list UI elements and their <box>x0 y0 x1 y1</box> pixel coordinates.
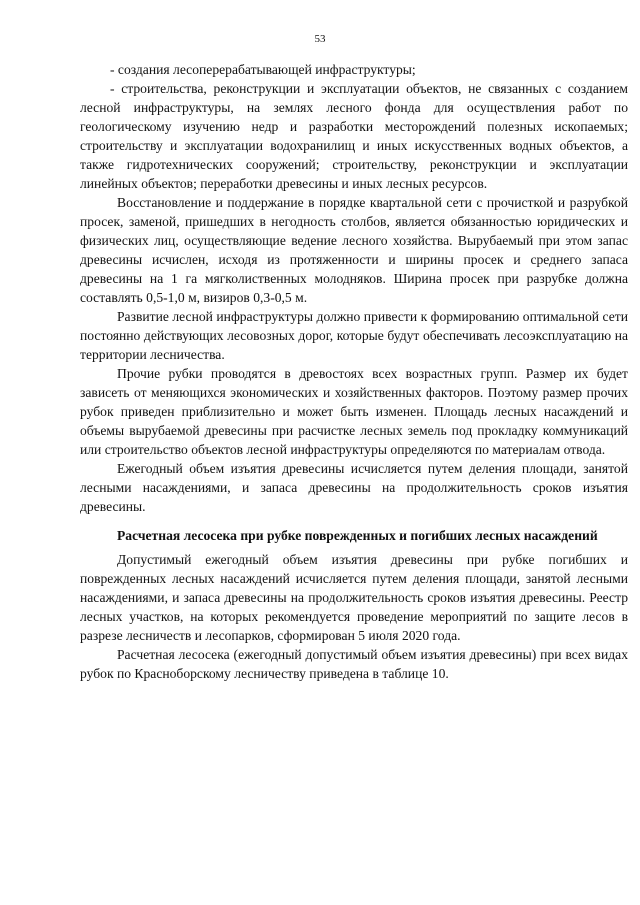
paragraph-other-felling: Прочие рубки проводятся в древостоях всех возрастных групп. Размер их будет зависеть от меняющихся экономических и хозяйственных факторов. Поэтому размер прочих рубок приведен приблизительно и может быть изменен. Площадь лесных насаждений и объемы вырубаемой древесины при расчистке лесных земель под прокладку коммуникаций или строительство объектов лесной инфраструктуры определяются по материалам отвода. <box>80 366 628 457</box>
section-heading: Расчетная лесосека при рубке поврежденных и погибших лесных насаждений <box>117 528 598 543</box>
paragraph-infrastructure-development: Развитие лесной инфраструктуры должно привести к формированию оптимальной сети постоянно действующих лесовозных дорог, которые будут обеспечивать лесоэксплуатацию на территории лесничества. <box>80 309 628 362</box>
paragraph-quarter-network: Восстановление и поддержание в порядке квартальной сети с прочисткой и разрубкой просек, заменой, пришедших в негодность столбов, является обязанностью юридических и физических лиц, осуществляющие ведение лесного хозяйства. Вырубаемый при этом запас древесины исчислен, исходя из протяженности и ширины просек и среднего запаса древесины на 1 га мягколиственных молодняков. Ширина просек при разрубке должна составлять 0,5-1,0 м, визиров 0,3-0,5 м. <box>80 195 628 305</box>
page-body <box>80 60 628 683</box>
page-number: 53 <box>314 33 326 45</box>
paragraph-annual-volume: Ежегодный объем изъятия древесины исчисляется путем деления площади, занятой лесными насаждениями, и запаса древесины на продолжительность сроков изъятия древесины. <box>80 461 628 514</box>
list-item-infrastructure: - создания лесоперерабатывающей инфраструктуры; <box>110 62 416 77</box>
paragraph-damaged-stands: Допустимый ежегодный объем изъятия древесины при рубке погибших и поврежденных лесных насаждений исчисляется путем деления площади, занятой лесными насаждениями, и запаса древесины на продолжительность сроков изъятия древесины. Реестр лесных участков, на которых рекомендуется проведение мероприятий по защите лесов в разрезе лесничеств и лесопарков, сформирован 5 июля 2020 года. <box>80 552 628 643</box>
paragraph-table-reference: Расчетная лесосека (ежегодный допустимый объем изъятия древесины) при всех видах рубок по Красноборскому лесничеству приведена в таблице 10. <box>80 647 628 681</box>
list-item-construction: - строительства, реконструкции и эксплуатации объектов, не связанных с созданием лесной инфраструктуры, на землях лесного фонда для осуществления работ по геологическому изучению недр и разработки месторождений полезных ископаемых; строительству и эксплуатации водохранилищ и иных искусственных водных объектов, а также гидротехнических сооружений; строительству, реконструкции и эксплуатации линейных объектов; переработки древесины и иных лесных ресурсов. <box>80 81 628 191</box>
